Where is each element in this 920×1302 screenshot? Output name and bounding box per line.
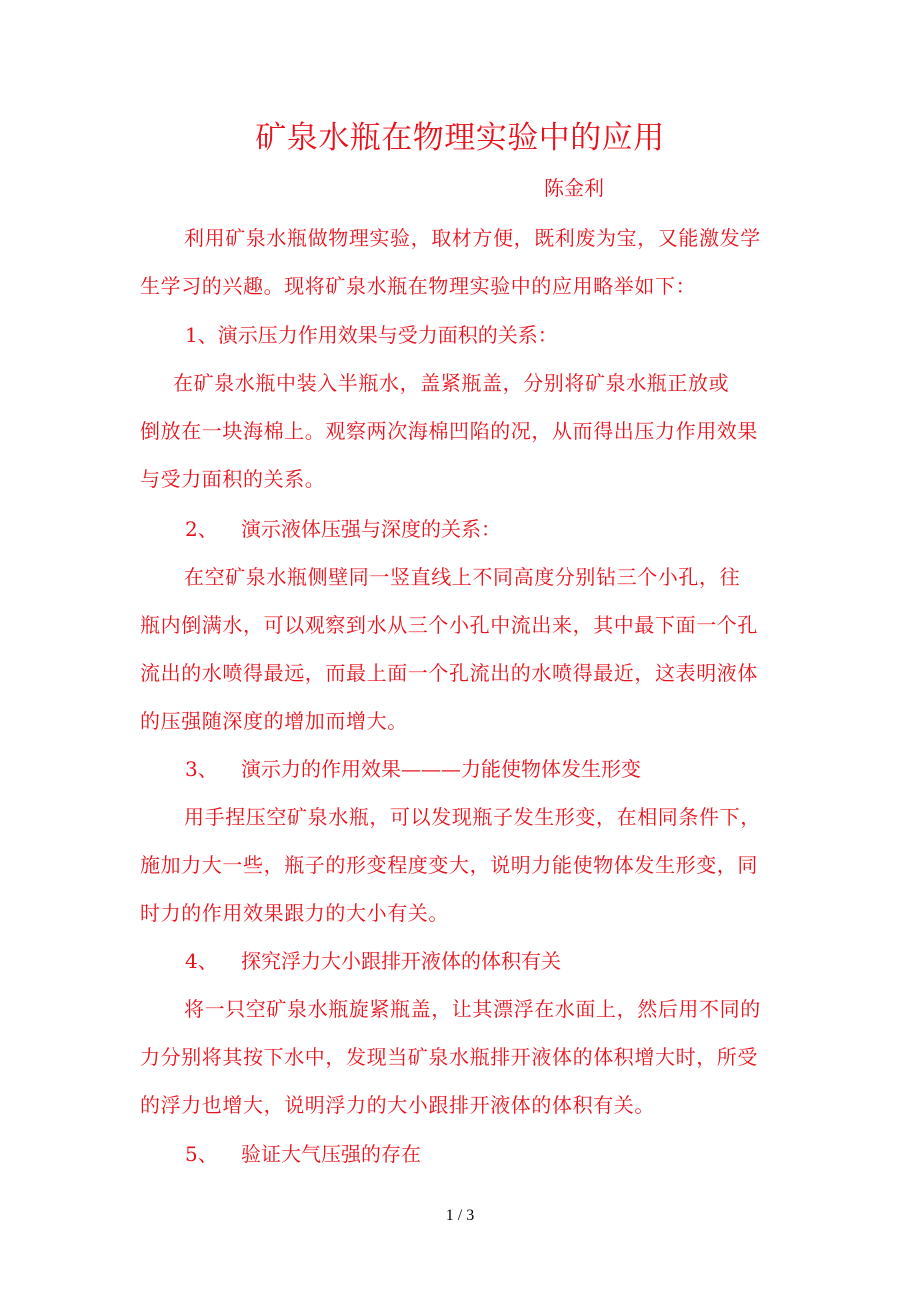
intro-line-1: 利用矿泉水瓶做物理实验，取材方便，既利废为宝，又能激发学 <box>184 226 761 250</box>
document-title: 矿泉水瓶在物理实验中的应用 <box>255 120 665 156</box>
section-4-title: 探究浮力大小跟排开液体的体积有关 <box>241 949 561 973</box>
section-2-heading <box>185 513 501 542</box>
section-3-number: 3、 <box>185 757 218 781</box>
page-number: 1 / 3 <box>445 1207 475 1224</box>
section-2-line-2: 瓶内倒满水，可以观察到水从三个小孔中流出来，其中最下面一个孔 <box>140 613 758 637</box>
intro-line-2: 生学习的兴趣。现将矿泉水瓶在物理实验中的应用略举如下： <box>140 274 697 298</box>
author-name: 陈金利 <box>544 176 604 200</box>
section-5-number: 5、 <box>185 1142 218 1166</box>
section-3-title: 演示力的作用效果———力能使物体发生形变 <box>241 757 641 781</box>
section-5-title: 验证大气压强的存在 <box>241 1142 421 1166</box>
section-1-line-3: 与受力面积的关系。 <box>140 467 326 491</box>
section-1-heading: 1、演示压力作用效果与受力面积的关系： <box>185 323 558 347</box>
section-2-line-1: 在空矿泉水瓶侧壁同一竖直线上不同高度分别钻三个小孔，往 <box>184 565 741 589</box>
section-4-line-1: 将一只空矿泉水瓶旋紧瓶盖，让其漂浮在水面上，然后用不同的 <box>184 997 761 1021</box>
section-3-line-3: 时力的作用效果跟力的大小有关。 <box>140 901 449 925</box>
section-4-number: 4、 <box>185 949 218 973</box>
section-3-line-1: 用手捏压空矿泉水瓶，可以发现瓶子发生形变，在相同条件下， <box>184 805 761 829</box>
section-4-line-3: 的浮力也增大，说明浮力的大小跟排开液体的体积有关。 <box>140 1093 655 1117</box>
section-2-line-4: 的压强随深度的增加而增大。 <box>140 709 408 733</box>
section-3-line-2: 施加力大一些，瓶子的形变程度变大，说明力能使物体发生形变，同 <box>140 853 758 877</box>
section-2-number: 2、 <box>185 517 218 541</box>
section-2-title: 演示液体压强与深度的关系： <box>241 517 501 541</box>
section-3-heading <box>185 753 641 782</box>
section-5-heading <box>185 1138 421 1167</box>
section-1-line-2: 倒放在一块海棉上。观察两次海棉凹陷的况，从而得出压力作用效果 <box>140 419 758 443</box>
section-2-line-3: 流出的水喷得最远，而最上面一个孔流出的水喷得最近，这表明液体 <box>140 661 758 685</box>
section-4-line-2: 力分别将其按下水中，发现当矿泉水瓶排开液体的体积增大时，所受 <box>140 1045 758 1069</box>
section-1-line-1: 在矿泉水瓶中装入半瓶水，盖紧瓶盖，分别将矿泉水瓶正放或 <box>173 371 730 395</box>
section-4-heading <box>185 945 561 974</box>
